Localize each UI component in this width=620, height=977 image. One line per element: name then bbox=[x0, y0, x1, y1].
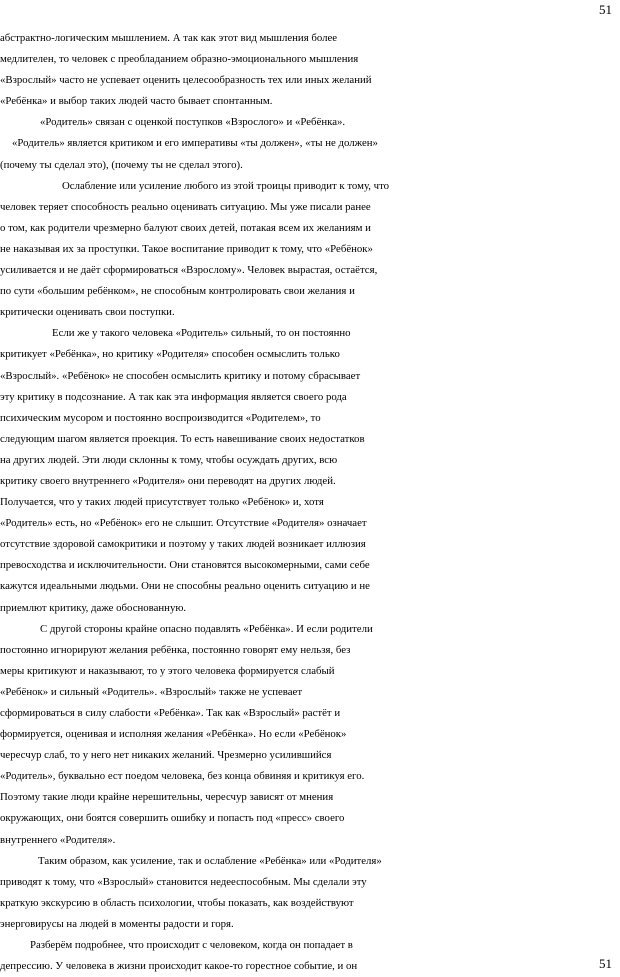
text-line: медлителен, то человек с преобладанием образно-эмоционального мышления bbox=[0, 53, 359, 66]
text-line: окружающих, они боятся совершить ошибку и попасть под «пресс» своего bbox=[0, 812, 345, 825]
text-line: постоянно игнорируют желания ребёнка, постоянно говорят ему нельзя, без bbox=[0, 643, 351, 656]
text-line: на других людей. Эти люди склонны к тому, чтобы осуждать других, всю bbox=[0, 453, 338, 466]
text-line: Получается, что у таких людей присутствует только «Ребёнок» и, хотя bbox=[0, 496, 324, 509]
text-line: сформироваться в силу слабости «Ребёнка». Так как «Взрослый» растёт и bbox=[0, 707, 341, 719]
text-line: депрессию. У человека в жизни происходит какое-то горестное событие, и он bbox=[0, 960, 358, 973]
text-line: энерговирусы на людей в моменты радости и горя. bbox=[0, 917, 234, 930]
text-line: психическим мусором и постоянно воспроизводится «Родителем», то bbox=[0, 411, 321, 424]
text-line: «Взрослый». «Ребёнок» не способен осмыслить критику и потому сбрасывает bbox=[0, 369, 361, 382]
text-line: «Родитель» является критиком и его императивы «ты должен», «ты не должен» bbox=[12, 137, 378, 150]
text-line: критикует «Ребёнка», но критику «Родителя» способен осмыслить только bbox=[0, 348, 340, 361]
text-line: Если же у такого человека «Родитель» сильный, то он постоянно bbox=[52, 327, 351, 340]
text-line: абстрактно-логическим мышлением. А так как этот вид мышления более bbox=[0, 32, 338, 44]
text-line: Разберём подробнее, что происходит с человеком, когда он попадает в bbox=[30, 939, 353, 952]
text-line: «Родитель» связан с оценкой поступков «Взрослого» и «Ребёнка». bbox=[40, 116, 346, 129]
page-number-top: 51 bbox=[599, 2, 612, 17]
text-line: чересчур слаб, то у него нет никаких желаний. Чрезмерно усилившийся bbox=[0, 749, 332, 762]
text-line: кажутся идеальными людьми. Они не способны реально оценить ситуацию и не bbox=[0, 580, 370, 593]
text-line: превосходства и исключительности. Они становятся высокомерными, сами себе bbox=[0, 559, 370, 572]
text-line: отсутствие здоровой самокритики и поэтому у таких людей возникает иллюзия bbox=[0, 538, 366, 551]
text-line: внутреннего «Родителя». bbox=[0, 833, 116, 846]
text-line: «Родитель» есть, но «Ребёнок» его не слышит. Отсутствие «Родителя» означает bbox=[0, 517, 367, 530]
text-line: человек теряет способность реально оценивать ситуацию. Мы уже писали ранее bbox=[0, 200, 371, 213]
text-line: (почему ты сделал это), (почему ты не сделал этого). bbox=[0, 158, 243, 171]
body-text bbox=[0, 28, 620, 977]
text-line: меры критикуют и наказывают, то у этого человека формируется слабый bbox=[0, 664, 335, 677]
text-line: Поэтому такие люди крайне нерешительны, чересчур зависят от мнения bbox=[0, 791, 334, 804]
text-line: Таким образом, как усиление, так и ослабление «Ребёнка» или «Родителя» bbox=[38, 854, 382, 867]
text-line: о том, как родители чрезмерно балуют своих детей, потакая всем их желаниям и bbox=[0, 221, 371, 234]
text-line: формируется, оценивая и исполняя желания «Ребёнка». Но если «Ребёнок» bbox=[0, 728, 347, 741]
text-line: эту критику в подсознание. А так как эта информация является своего рода bbox=[0, 390, 347, 403]
text-line: не наказывая их за проступки. Такое воспитание приводит к тому, что «Ребёнок» bbox=[0, 242, 373, 255]
text-line: «Взрослый» часто не успевает оценить целесообразность тех или иных желаний bbox=[0, 74, 372, 87]
text-line: критически оценивать свои поступки. bbox=[0, 306, 175, 319]
text-line: следующим шагом является проекция. То есть навешивание своих недостатков bbox=[0, 432, 365, 445]
text-line: приемлют критику, даже обоснованную. bbox=[0, 601, 187, 614]
text-line: критику своего внутреннего «Родителя» они переводят на других людей. bbox=[0, 474, 336, 487]
text-line: «Ребёнок» и сильный «Родитель». «Взрослый» также не успевает bbox=[0, 685, 303, 698]
text-line: по сути «большим ребёнком», не способным контролировать свои желания и bbox=[0, 285, 355, 298]
text-line: «Родитель», буквально ест поедом человека, без конца обвиняя и критикуя его. bbox=[0, 770, 365, 783]
page-number-bottom: 51 bbox=[599, 956, 612, 971]
text-line: С другой стороны крайне опасно подавлять «Ребёнка». И если родители bbox=[40, 622, 373, 635]
text-line: Ослабление или усиление любого из этой троицы приводит к тому, что bbox=[62, 179, 390, 192]
text-line: усиливается и не даёт сформироваться «Взрослому». Человек вырастая, остаётся, bbox=[0, 264, 378, 277]
text-line: приводят к тому, что «Взрослый» становится недееспособным. Мы сделали эту bbox=[0, 875, 367, 888]
text-line: «Ребёнка» и выбор таких людей часто бывает спонтанным. bbox=[0, 95, 273, 108]
text-line: краткую экскурсию в область психологии, чтобы показать, как воздействуют bbox=[0, 896, 354, 909]
